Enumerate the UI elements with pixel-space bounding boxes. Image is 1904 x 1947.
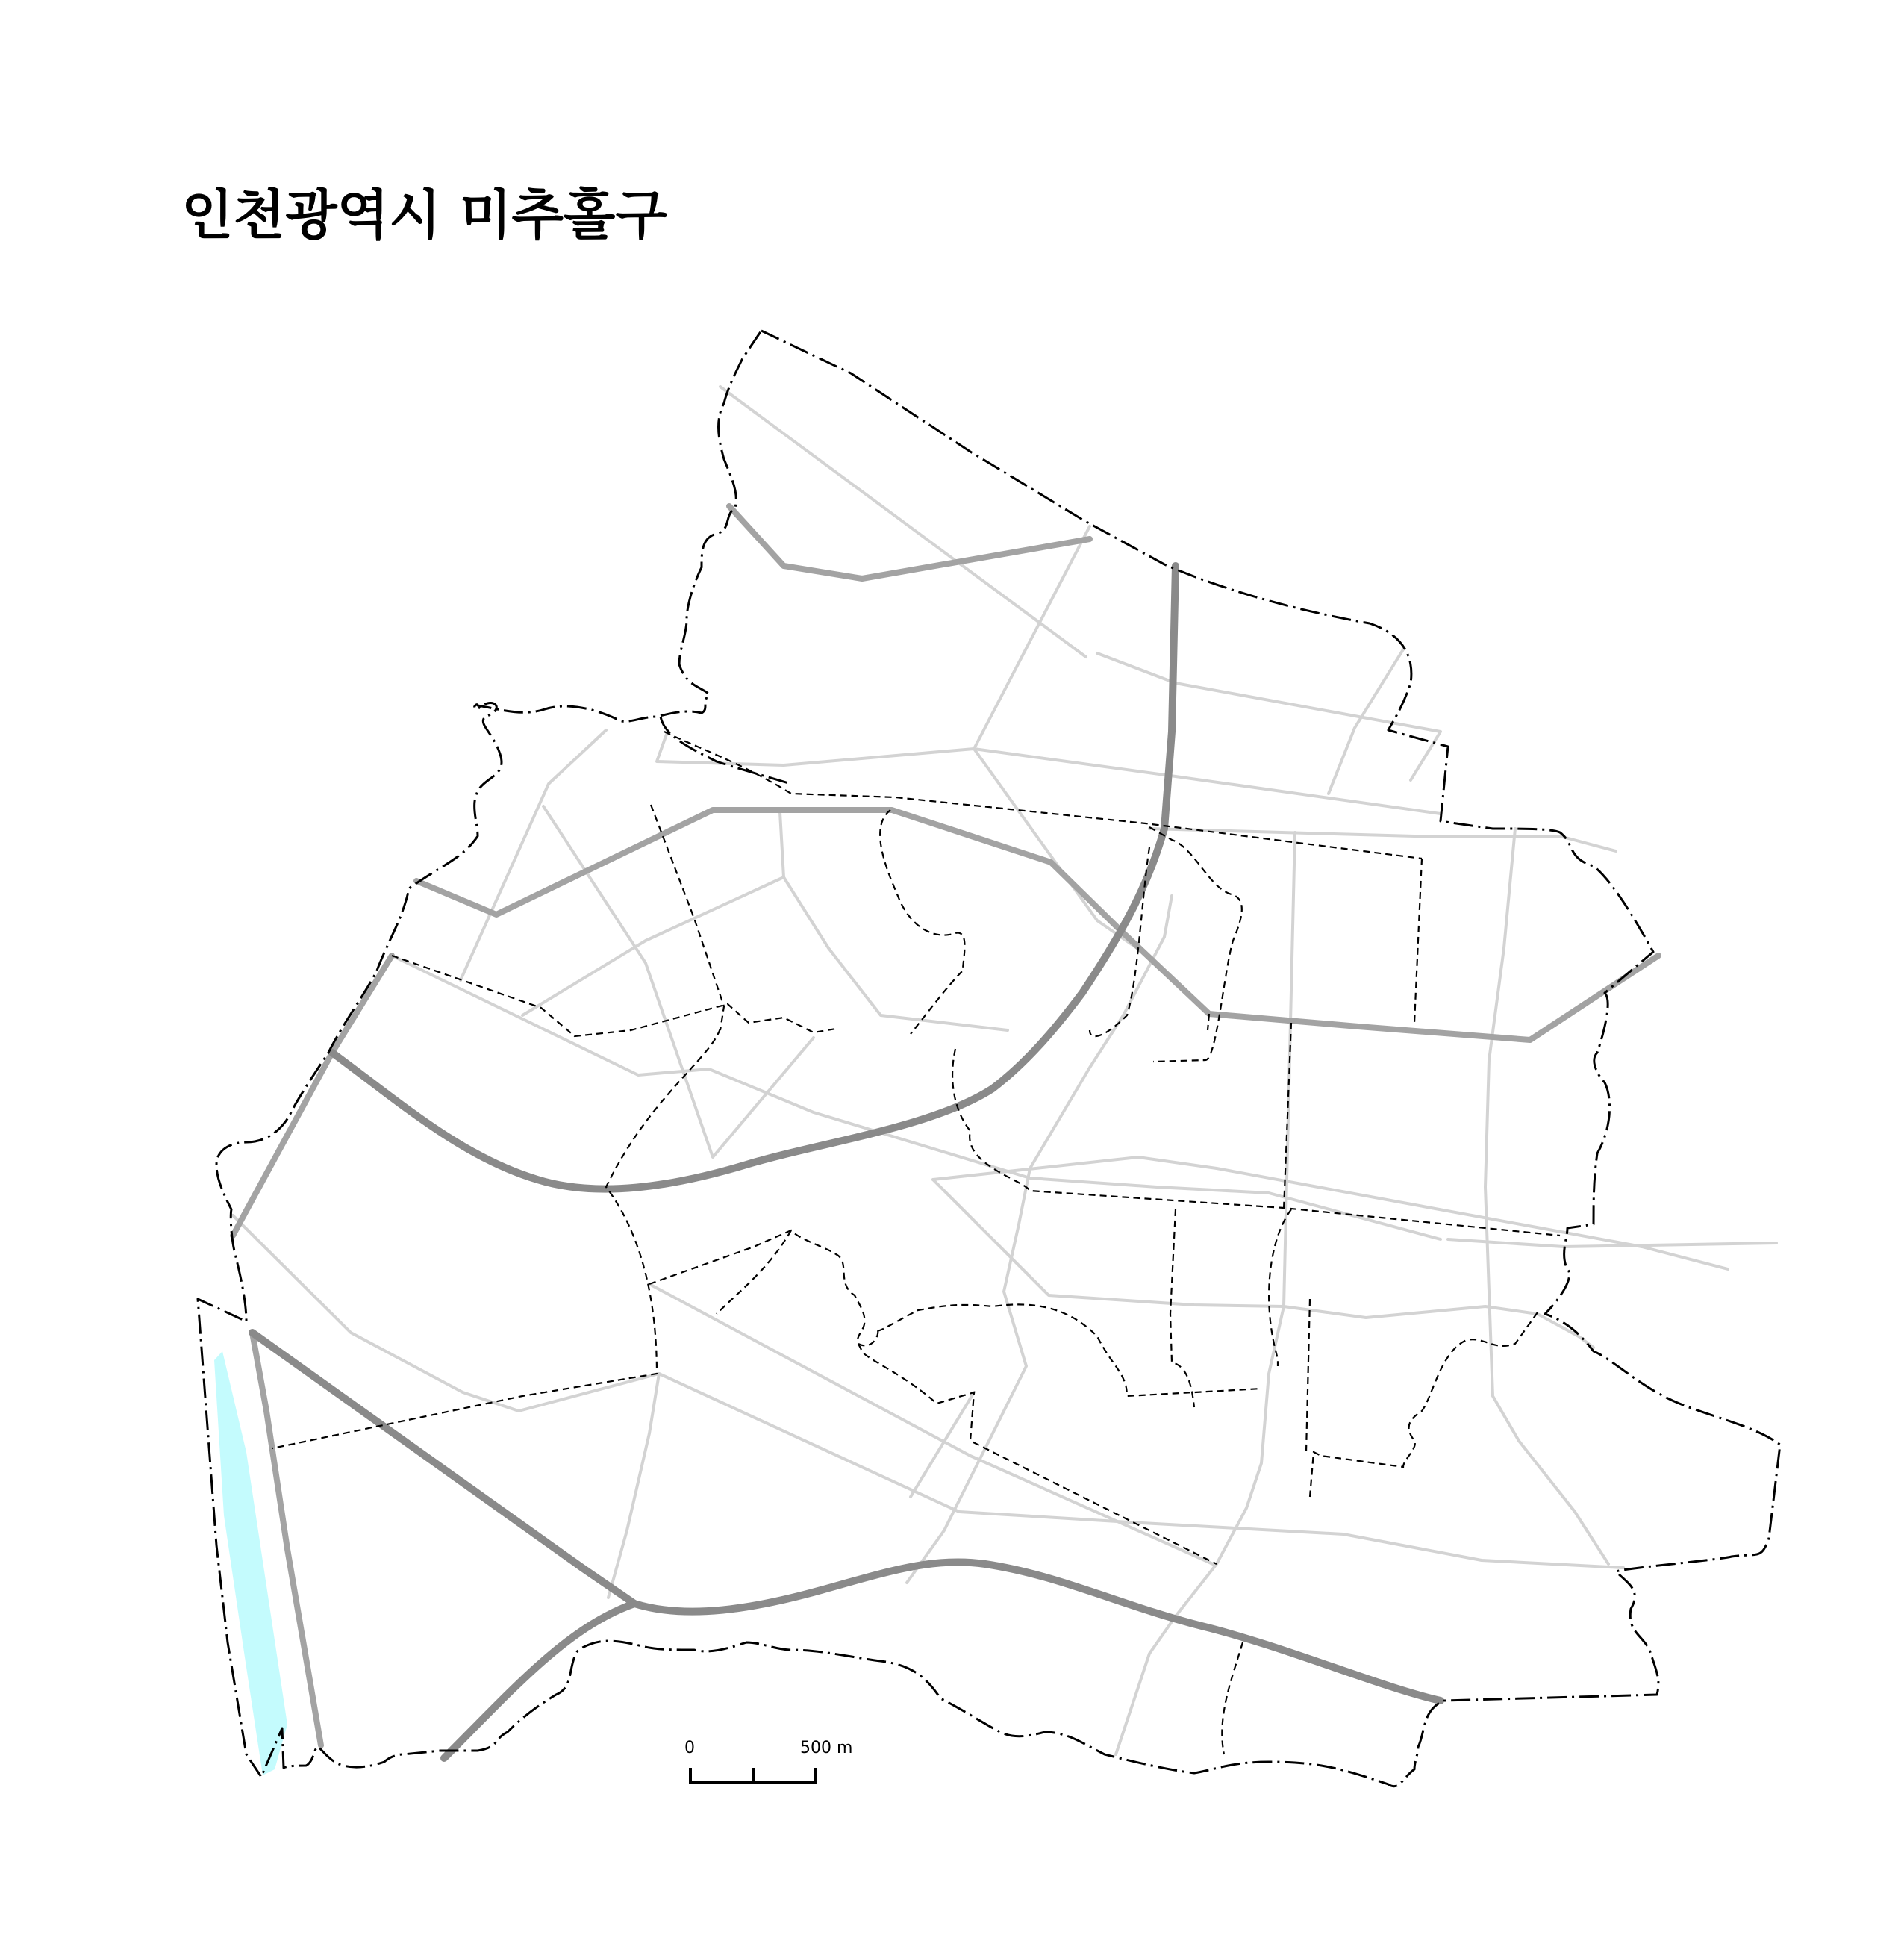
secondary-road [416, 810, 1658, 1040]
dong-boundary [1090, 847, 1149, 1036]
minor-road [461, 730, 606, 980]
dong-boundary [392, 956, 836, 1036]
dong-boundary [272, 1029, 720, 1448]
map-title: 인천광역시 미추홀구 [181, 184, 668, 246]
dong-boundary [1170, 1209, 1194, 1407]
dong-boundaries [272, 732, 1560, 1754]
scale-bar-line [690, 1769, 816, 1783]
scale-start-label: 0 [684, 1739, 695, 1757]
minor-road [1217, 1168, 1728, 1269]
secondary-road [729, 506, 1090, 579]
dong-boundary [1149, 827, 1242, 1062]
dong-boundary [651, 805, 724, 1030]
water-body [214, 1351, 287, 1775]
minor-road [659, 1374, 1623, 1568]
secondary-road [233, 956, 392, 1236]
dong-boundary [1306, 1299, 1310, 1452]
major-road [444, 1604, 634, 1758]
minor-road [657, 730, 1441, 814]
minor-road [1485, 829, 1608, 1564]
dong-boundary [1310, 1312, 1538, 1497]
minor-road [974, 526, 1153, 959]
minor-road [780, 812, 1008, 1030]
minor-road [543, 806, 814, 1157]
dong-boundary [717, 1230, 791, 1314]
minor-road [608, 1374, 659, 1598]
district-boundary-detail [661, 717, 791, 784]
minor-road [907, 896, 1172, 1583]
major-road [332, 566, 1176, 1189]
major-roads [252, 566, 1441, 1758]
dong-boundary [1222, 1642, 1243, 1754]
dong-boundary [880, 810, 964, 1034]
minor-road [233, 1215, 659, 1411]
dong-boundary [952, 1049, 1560, 1236]
scale-end-label: 500 m [800, 1739, 853, 1757]
minor-road [911, 1392, 974, 1497]
dong-boundary [858, 1344, 1217, 1564]
minor-roads [233, 387, 1776, 1754]
scale-bar [684, 1739, 852, 1783]
dong-boundary [1414, 859, 1422, 1023]
minor-road [720, 387, 1086, 657]
dong-boundary [1269, 1209, 1291, 1366]
minor-road [522, 877, 784, 1015]
minor-road [933, 1180, 1594, 1348]
